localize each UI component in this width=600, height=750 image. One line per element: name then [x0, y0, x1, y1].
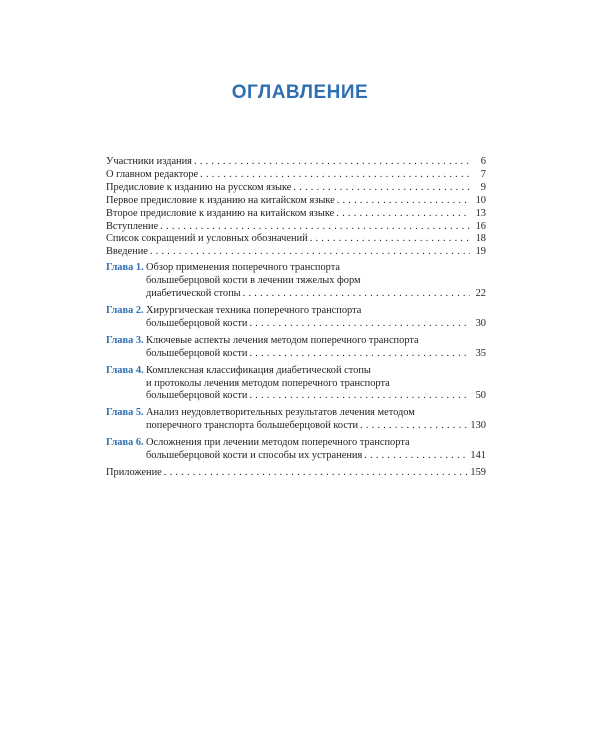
dot-leader	[160, 221, 470, 234]
toc-entry-text: Комплексная классификация диабетической стопы	[146, 364, 371, 376]
toc-line	[146, 318, 486, 331]
page-number: 16	[475, 220, 486, 232]
toc-entry-text: Список сокращений и условных обозначений	[106, 233, 308, 245]
toc-entry-text: О главном редакторе	[106, 168, 199, 180]
front-matter-list	[106, 156, 486, 259]
toc-entry-text: Хирургическая техника поперечного транспорта	[146, 304, 362, 316]
chapter-entry[interactable]	[106, 262, 486, 301]
toc-line	[106, 221, 486, 234]
toc-entry[interactable]	[106, 233, 486, 246]
toc-line	[106, 169, 486, 182]
toc-line	[146, 420, 486, 433]
chapter-label: Глава 3.	[106, 334, 144, 346]
toc-line	[106, 182, 486, 195]
toc-entry[interactable]	[106, 467, 486, 480]
chapter-label: Глава 4.	[106, 364, 144, 376]
toc-line	[146, 348, 486, 361]
toc-line	[106, 156, 486, 169]
page-number: 19	[475, 246, 486, 258]
chapter-label: Глава 5.	[106, 407, 144, 419]
toc-entry[interactable]	[106, 182, 486, 195]
dot-leader	[249, 318, 470, 331]
page-number: 7	[480, 168, 486, 180]
dot-leader	[164, 467, 469, 480]
toc-line	[146, 288, 486, 301]
chapter-entry[interactable]	[106, 407, 486, 433]
page-title: ОГЛАВЛЕНИЕ	[231, 82, 369, 103]
toc-entry-text: Второе предисловие к изданию на китайском языке	[106, 207, 335, 219]
dot-leader	[194, 156, 470, 169]
dot-leader	[249, 348, 470, 361]
page-number: 10	[475, 194, 486, 206]
page-number: 35	[475, 347, 486, 359]
table-of-contents	[106, 156, 486, 480]
back-matter-list	[106, 467, 486, 480]
toc-entry-text: Участники издания	[106, 156, 192, 167]
dot-leader	[249, 390, 470, 403]
page-number: 130	[470, 420, 486, 432]
page-number: 9	[480, 181, 486, 193]
toc-line	[106, 467, 486, 480]
chapter-label: Глава 1.	[106, 262, 144, 274]
page-number: 30	[475, 317, 486, 329]
dot-leader	[150, 246, 470, 259]
toc-entry-text: и протоколы лечения методом поперечного транспорта	[146, 377, 390, 389]
toc-entry-text: Анализ неудовлетворительных результатов лечения методом	[146, 407, 415, 419]
toc-line	[106, 208, 486, 221]
page-number: 13	[475, 207, 486, 219]
toc-entry-text: Первое предисловие к изданию на китайском языке	[106, 194, 335, 206]
toc-entry-text: большеберцовой кости	[146, 347, 248, 359]
chapter-list	[106, 262, 486, 463]
toc-entry[interactable]	[106, 156, 486, 169]
toc-line-continued	[146, 305, 486, 318]
chapter-entry[interactable]	[106, 365, 486, 404]
chapter-entry[interactable]	[106, 335, 486, 361]
dot-leader	[293, 182, 470, 195]
dot-leader	[243, 288, 470, 301]
toc-line-continued	[146, 275, 486, 288]
toc-entry-text: Приложение	[106, 466, 162, 478]
toc-line	[146, 450, 486, 463]
toc-entry-text: большеберцовой кости и способы их устранения	[146, 450, 363, 462]
dot-leader	[336, 208, 470, 221]
page-number: 18	[475, 233, 486, 245]
page-number: 159	[470, 466, 486, 478]
dot-leader	[310, 233, 470, 246]
toc-line	[146, 390, 486, 403]
chapter-label: Глава 2.	[106, 304, 144, 316]
toc-entry[interactable]	[106, 208, 486, 221]
toc-entry-text: большеберцовой кости в лечении тяжелых форм	[146, 275, 361, 287]
toc-entry-text: Вступление	[106, 220, 159, 232]
chapter-title	[146, 407, 486, 433]
page-number: 6	[480, 156, 486, 167]
toc-entry-text: диабетической стопы	[146, 288, 241, 300]
page-number: 22	[475, 288, 486, 300]
toc-line	[106, 233, 486, 246]
toc-entry-text: Введение	[106, 246, 148, 258]
chapter-title	[146, 262, 486, 301]
toc-entry[interactable]	[106, 246, 486, 259]
toc-entry-text: большеберцовой кости	[146, 317, 248, 329]
chapter-label: Глава 6.	[106, 437, 144, 449]
toc-entry-text: Осложнения при лечении методом поперечного транспорта	[146, 437, 410, 449]
chapter-entry[interactable]	[106, 305, 486, 331]
dot-leader	[337, 195, 470, 208]
chapter-title	[146, 305, 486, 331]
toc-line-continued	[146, 407, 486, 420]
chapter-title	[146, 335, 486, 361]
toc-entry-text: большеберцовой кости	[146, 390, 248, 402]
dot-leader	[364, 450, 468, 463]
chapter-entry[interactable]	[106, 437, 486, 463]
toc-entry[interactable]	[106, 195, 486, 208]
toc-line-continued	[146, 365, 486, 378]
toc-line-continued	[146, 262, 486, 275]
dot-leader	[200, 169, 470, 182]
toc-entry-text: Обзор применения поперечного транспорта	[146, 262, 340, 274]
toc-line-continued	[146, 335, 486, 348]
toc-line-continued	[146, 378, 486, 391]
toc-entry[interactable]	[106, 169, 486, 182]
toc-entry[interactable]	[106, 221, 486, 234]
page-number: 50	[475, 390, 486, 402]
chapter-title	[146, 365, 486, 404]
toc-entry-text: поперечного транспорта большеберцовой кости	[146, 420, 359, 432]
toc-line-continued	[146, 437, 486, 450]
chapter-title	[146, 437, 486, 463]
toc-entry-text: Предисловие к изданию на русском языке	[106, 181, 292, 193]
toc-entry-text: Ключевые аспекты лечения методом поперечного транспорта	[146, 334, 419, 346]
dot-leader	[360, 420, 468, 433]
toc-line	[106, 195, 486, 208]
page-number: 141	[470, 450, 486, 462]
toc-line	[106, 246, 486, 259]
